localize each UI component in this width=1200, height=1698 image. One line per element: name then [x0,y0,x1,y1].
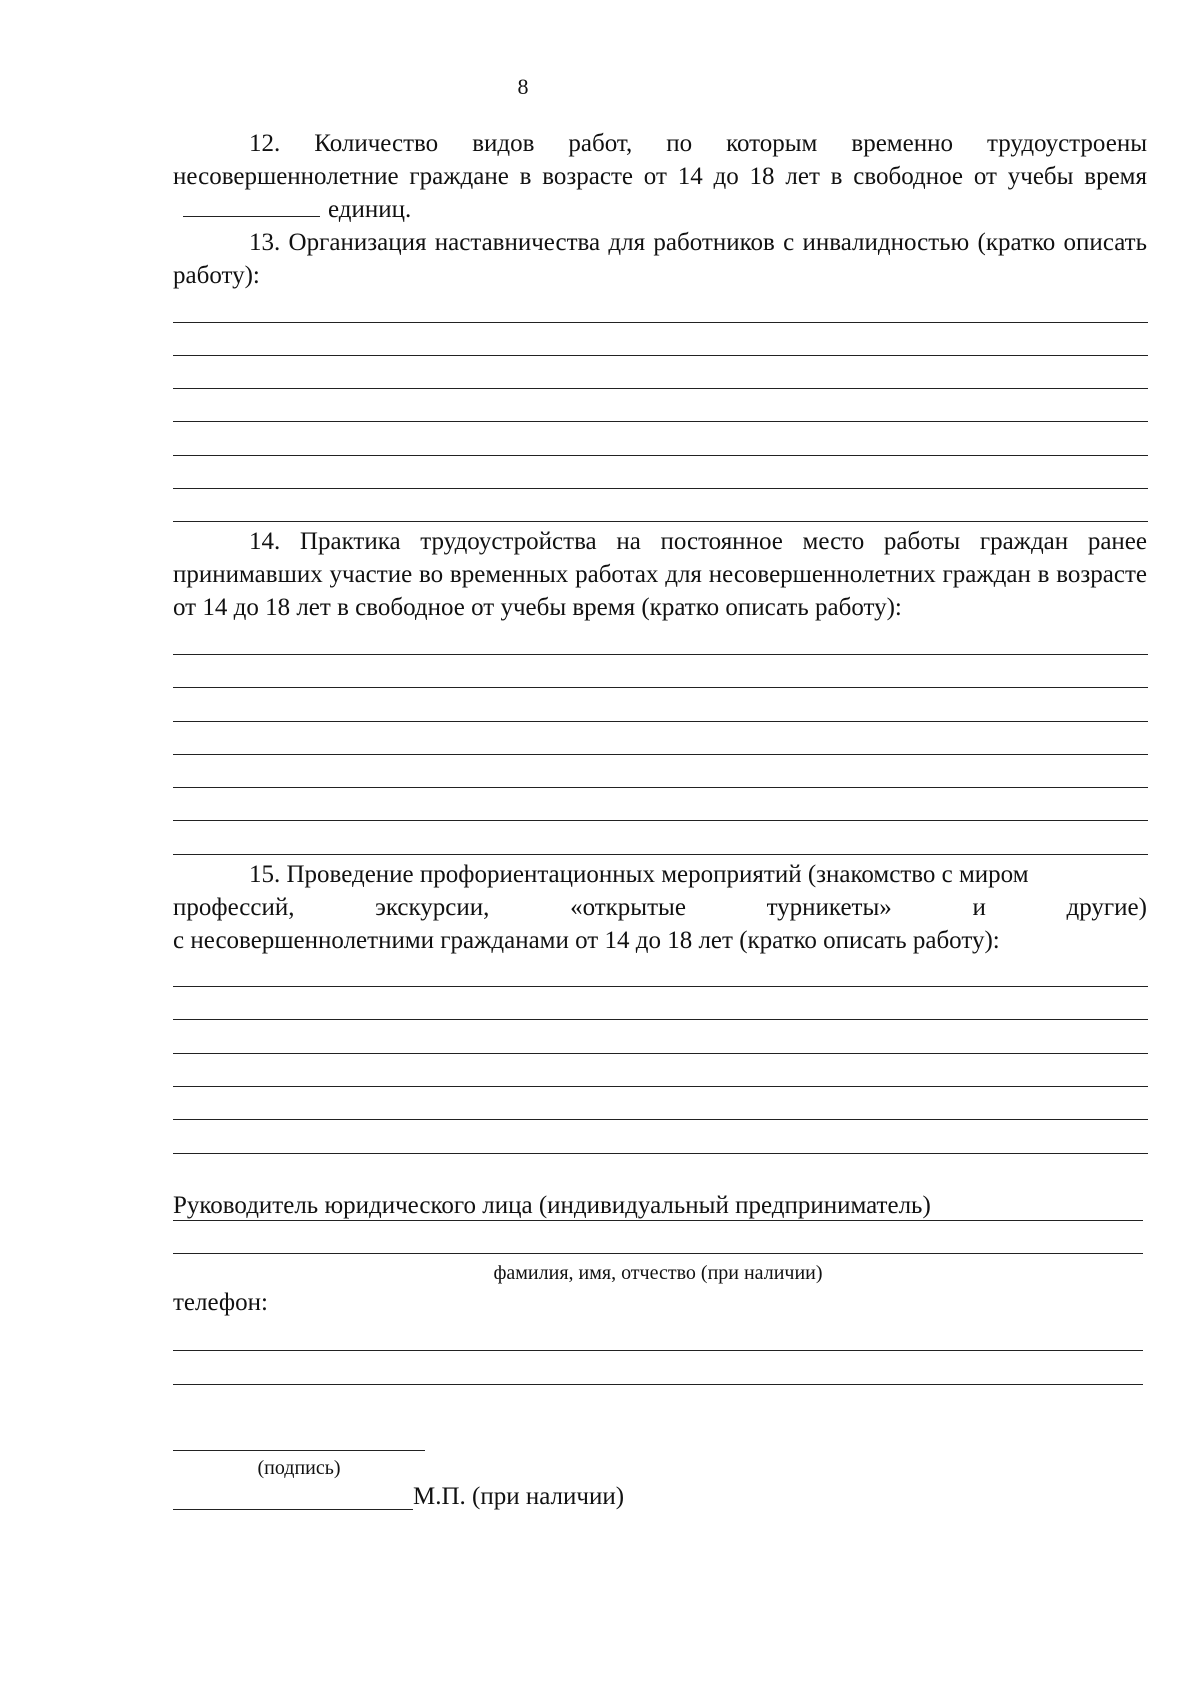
signature-caption: (подпись) [257,1457,341,1479]
item-13-answer-line[interactable] [173,388,1148,389]
item-12-unit: единиц. [328,196,412,223]
fio-field[interactable] [173,1253,1143,1254]
item-15-answer-line[interactable] [173,1086,1148,1087]
page-number: 8 [517,74,529,99]
item-15-word: профессий, [173,894,295,921]
item-15-answer-line[interactable] [173,1053,1148,1054]
phone-field[interactable] [173,1384,1143,1385]
item-14-paragraph [173,525,1147,624]
stamp-label: М.П. (при наличии) [413,1483,625,1510]
item-15-answer-line[interactable] [173,1153,1148,1154]
item-15-word: турникеты» [766,894,892,921]
item-12-paragraph [173,127,1147,226]
signature-field[interactable] [173,1450,425,1451]
item-12-count-field[interactable] [183,194,320,217]
item-14-answer-line[interactable] [173,721,1148,722]
item-15-answer-line[interactable] [173,1119,1148,1120]
item-15-line-1: 15. Проведение профориентационных мероприятий (знакомство с миром [249,861,1029,888]
item-15-word: «открытые [570,894,686,921]
item-13-answer-line[interactable] [173,421,1148,422]
item-14-text: 14. Практика трудоустройства на постоянное место работы граждан ранее принимавших участие во временных работах для несовершеннолетних граждан в возрасте от 14 до 18 лет в свободное от учебы время (кратко описать работу): [173,528,1147,621]
item-15-word: другие) [1066,894,1147,921]
fio-caption: фамилия, имя, отчество (при наличии) [493,1262,823,1284]
stamp-signature-field[interactable] [173,1509,413,1510]
item-14-answer-line[interactable] [173,754,1148,755]
item-13-answer-line[interactable] [173,355,1148,356]
item-12-text: 12. Количество видов работ, по которым временно трудоустроены несовершеннолетние граждане в возрасте от 14 до 18 лет в свободное от учебы время [173,130,1147,190]
item-14-answer-line[interactable] [173,687,1148,688]
item-14-answer-line[interactable] [173,820,1148,821]
item-13-answer-line[interactable] [173,488,1148,489]
phone-field[interactable] [173,1350,1143,1351]
item-15-word: экскурсии, [375,894,490,921]
item-15-answer-line[interactable] [173,1019,1148,1020]
item-15-line-2 [173,891,1147,924]
item-15-answer-line[interactable] [173,986,1148,987]
item-13-answer-line[interactable] [173,322,1148,323]
phone-label: телефон: [173,1289,268,1316]
item-13-text: 13. Организация наставничества для работников с инвалидностью (кратко описать работу): [173,229,1147,289]
item-13-paragraph [173,226,1147,292]
item-14-answer-line[interactable] [173,654,1148,655]
item-15-line-3: с несовершеннолетними гражданами от 14 до 18 лет (кратко описать работу): [173,927,1000,954]
head-name-field[interactable] [173,1220,1143,1221]
item-13-answer-line[interactable] [173,521,1148,522]
item-14-answer-line[interactable] [173,854,1148,855]
item-13-answer-line[interactable] [173,455,1148,456]
head-label: Руководитель юридического лица (индивидуальный предприниматель) [173,1192,931,1219]
item-15-paragraph [173,858,1147,957]
item-15-word: и [972,894,986,921]
item-14-answer-line[interactable] [173,787,1148,788]
